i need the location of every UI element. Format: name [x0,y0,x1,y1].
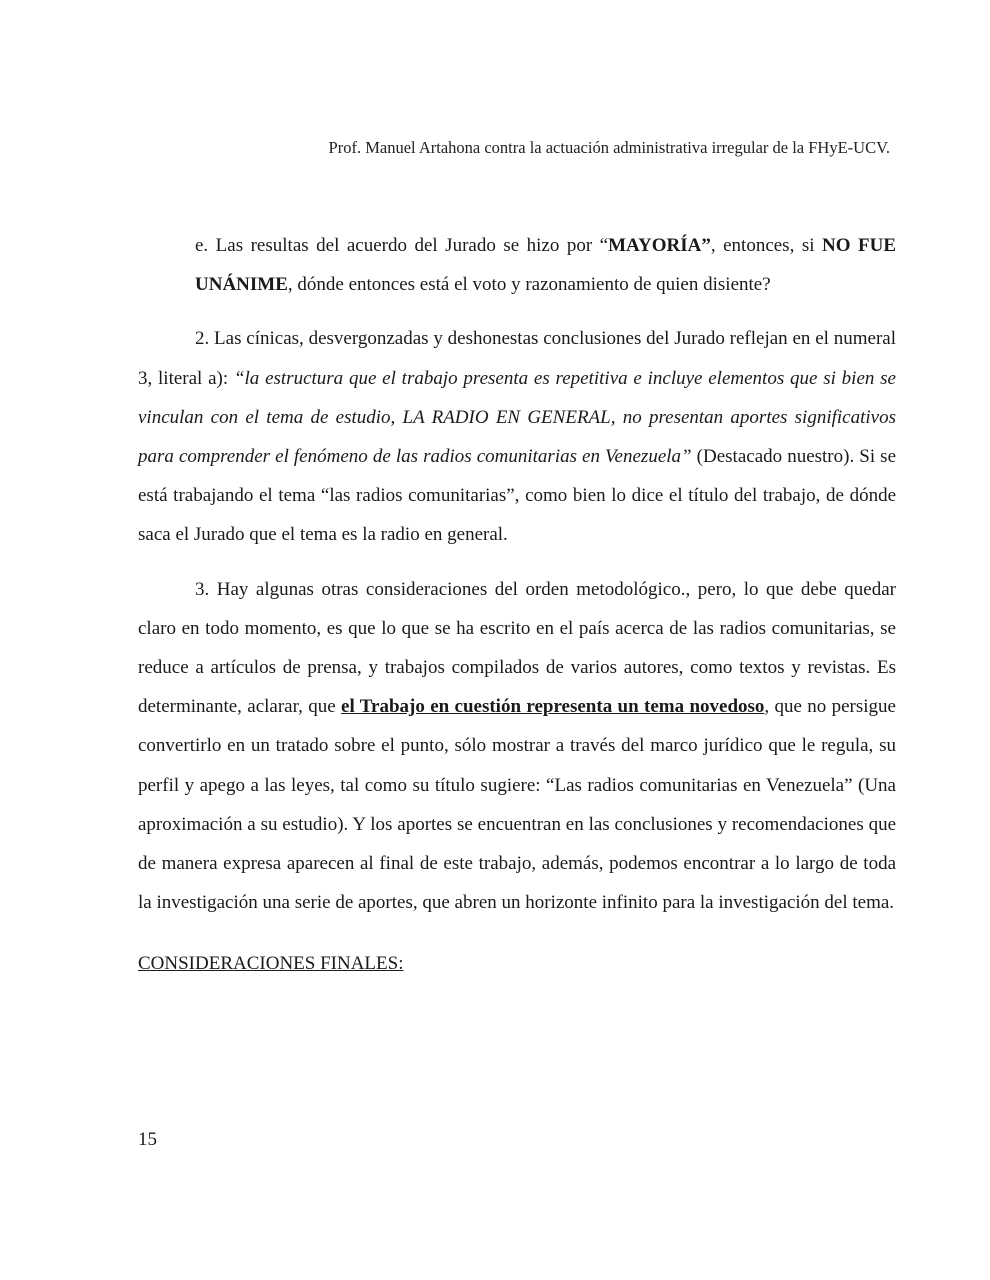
item-e-bold-mayoria: MAYORÍA” [608,235,711,256]
item-e-text-1: e. Las resultas del acuerdo del Jurado se hizo por “ [195,235,609,256]
item-e-text-2: , entonces, si [710,235,822,256]
point-3-emphasis: el Trabajo en cuestión representa un tema novedoso [341,696,765,718]
document-body [138,226,896,999]
running-header: Prof. Manuel Artahona contra la actuación administrativa irregular de la FHyE-UCV. [328,138,890,157]
paragraph-point-3 [138,570,896,923]
section-heading-consideraciones-finales: CONSIDERACIONES FINALES: [138,953,404,975]
item-e-bold-no-unanime: NO FUE UNÁNIME [195,235,896,296]
paragraph-item-e [195,226,896,304]
point-2-text-2: (Destacado nuestro). Si se está trabajando el tema “las radios comunitarias”, como bien lo dice el título del trabajo, de dónde saca el Jurado que el tema es la radio en general. [138,446,897,546]
point-3-text-2: , que no persigue convertirlo en un tratado sobre el punto, sólo mostrar a través del marco jurídico que le regula, su perfil y apego a las leyes, tal como su título sugiere: “Las radios comunitarias en Venezuela” (Una aproximación a su estudio). Y los aportes se encuentran en las conclusiones y recomendaciones que de manera expresa aparecen al final de este trabajo, además, podemos encontrar a lo largo de toda la investigación una serie de aportes, que abren un horizonte infinito para la investigación del tema. [138,696,896,914]
point-2-text-1: 2. Las cínicas, desvergonzadas y deshonestas conclusiones del Jurado reflejan en el numeral 3, literal a): [138,328,896,389]
paragraph-point-2 [138,319,896,554]
item-e-text-3: , dónde entonces está el voto y razonamiento de quien disiente? [287,274,771,296]
page-number: 15 [138,1129,157,1150]
point-2-quote: “la estructura que el trabajo presenta es repetitiva e incluye elementos que si bien se vinculan con el tema de estudio, LA RADIO EN GENERAL, no presentan aportes significativos para comprender el fenómeno de las radios comunitarias en Venezuela” [138,367,896,468]
point-3-text-1: 3. Hay algunas otras consideraciones del orden metodológico., pero, lo que debe quedar claro en todo momento, es que lo que se ha escrito en el país acerca de las radios comunitarias, se reduce a artículos de prensa, y trabajos compilados de varios autores, como textos y revistas. Es determinante, aclarar, que [138,578,896,718]
